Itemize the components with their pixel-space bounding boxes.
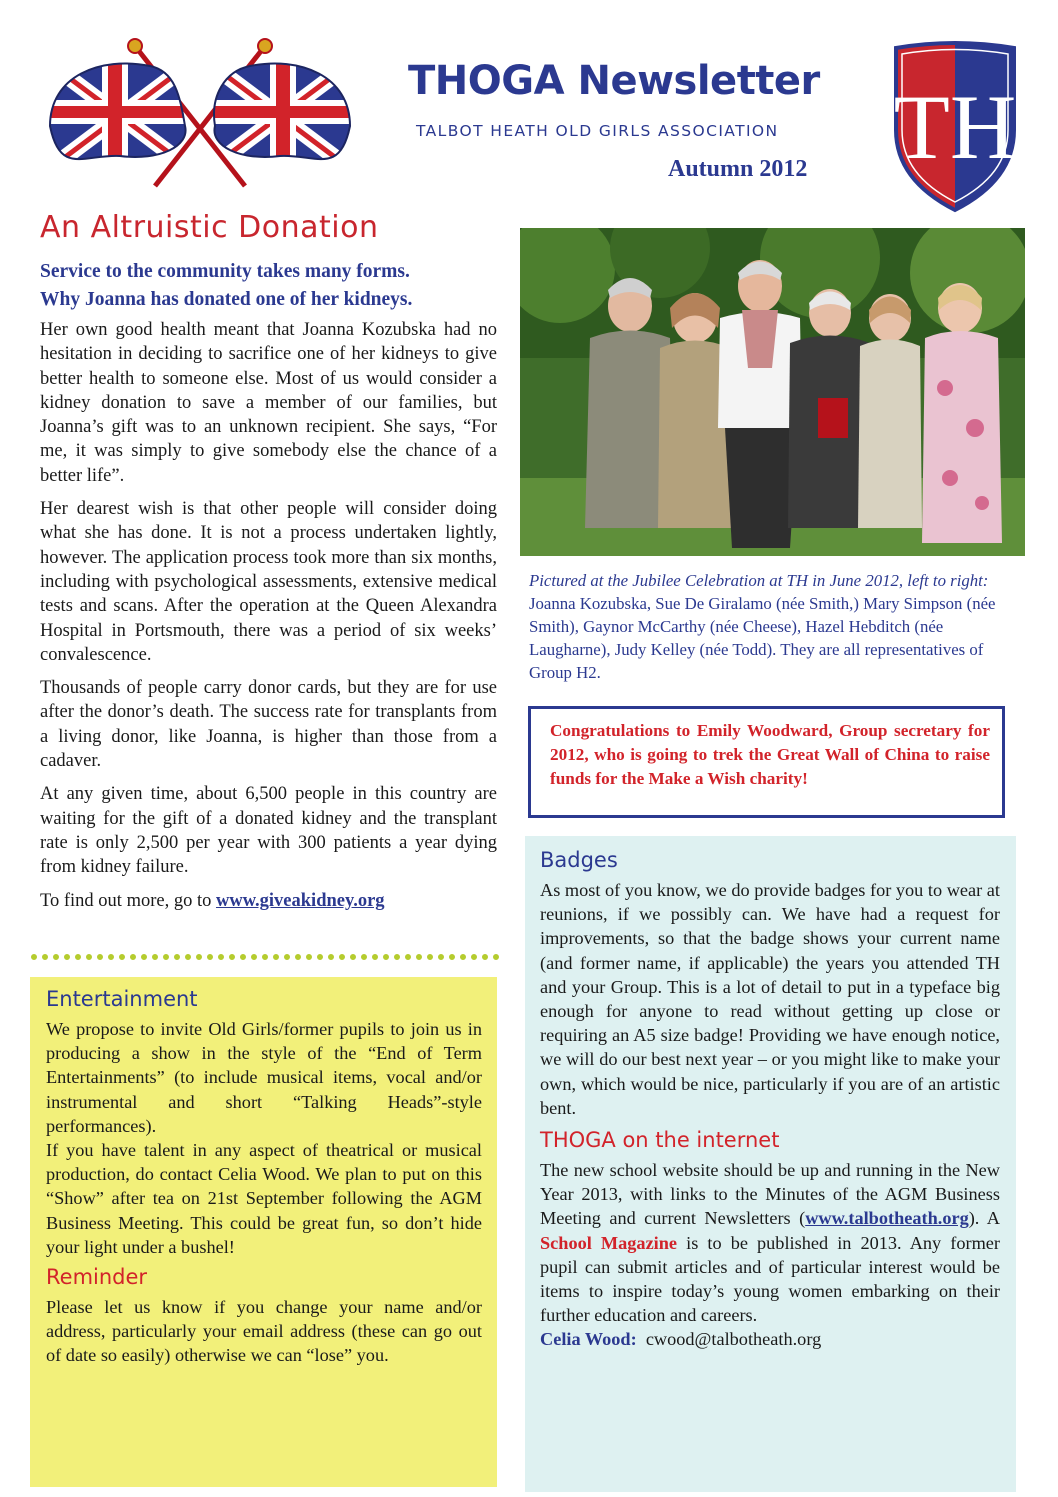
badges-paragraph: As most of you know, we do provide badges for you to wear at reunions, if we possibly can. We have had a request for improvements, so that the badge shows your current name (and former name, if applicable) the years you attended TH and your Group. This is a lot of detail to put in a typeface big enough for anyone to read without getting up close or requiring an A5 size badge! Providing we have enough notice, we will do our best next year – or you might like to make your own, which would be nice, particularly if you are of an artistic bent. [540, 880, 1000, 1118]
article-heading: An Altruistic Donation [40, 210, 379, 245]
entertainment-paragraph: We propose to invite Old Girls/former pupils to join us in producing a show in the style of the “End of Term Entertainments” (to include musical items, vocal and/or instrumental and short “Talking Heads”-style performances). [46, 1019, 482, 1136]
dotted-divider [30, 949, 502, 965]
group-photo [520, 228, 1025, 556]
article-paragraph: At any given time, about 6,500 people in this country are waiting for the gift of a donated kidney and the transplant rate is only 2,500 per year with 300 patients a year dying from kidney failure. [40, 784, 497, 878]
crest-letters: TH [893, 76, 1017, 178]
association-name: TALBOT HEATH OLD GIRLS ASSOCIATION [416, 122, 779, 140]
article-paragraph: Thousands of people carry donor cards, but they are for use after the donor’s death. The success rate for transplants from a living donor, like Joanna, is higher than those from a cadaver. [40, 678, 497, 772]
school-magazine: School Magazine [540, 1232, 678, 1253]
reminder-paragraph: Please let us know if you change your name and/or address, particularly your email address (these can go out of date so easily) otherwise we can “lose” you. [46, 1297, 482, 1366]
contact-line [540, 1327, 1000, 1351]
congratulations-box: Congratulations to Emily Woodward, Group secretary for 2012, who is going to trek the Great Wall of China to raise funds for the Make a Wish charity! [528, 706, 1005, 818]
entertainment-box [30, 977, 497, 1487]
giveakidney-link[interactable]: www.giveakidney.org [215, 890, 385, 911]
standfirst-line-2: Why Joanna has donated one of her kidneys. [40, 289, 413, 310]
internet-paragraph: The new school website should be up and running in the New Year 2013, with links to the Minutes of the AGM Business Meeting and current Newsletters (www.talbotheath.org). A School Magazine is to be published in 2013. Any former pupil can submit articles and of particular interest would be items to inspire today’s young women embarking on their further education and careers. [540, 1160, 1001, 1326]
crossed-flags-icon [40, 36, 360, 196]
contact-name: Celia Wood: [540, 1329, 637, 1350]
badges-box [525, 836, 1016, 1492]
issue-date: Autumn 2012 [668, 156, 808, 182]
contact-email[interactable]: cwood@talbotheath.org [645, 1329, 822, 1350]
article-body [40, 318, 497, 922]
internet-heading: THOGA on the internet [540, 1128, 780, 1153]
entertainment-heading: Entertainment [46, 987, 198, 1011]
photo-caption [529, 569, 1009, 684]
article-paragraph: Her own good health meant that Joanna Kozubska had no hesitation in deciding to sacrifice one of her kidneys to give better health to someone else. Most of us would consider a kidney donation to save a member of our families, but Joanna’s gift was to an unknown recipient. She says, “For me, it was simply to give somebody else the chance of a better life”. [40, 320, 497, 486]
article-standfirst [40, 258, 510, 314]
caption-lead: Pictured at the Jubilee Celebration at TH in June 2012, left to right: [529, 571, 989, 590]
article-paragraph-link: To find out more, go to www.giveakidney.org [40, 890, 385, 911]
newsletter-title: THOGA Newsletter [408, 58, 820, 104]
article-paragraph: Her dearest wish is that other people will consider doing what she has done. It is not a process undertaken lightly, however. The application process took more than six months, including with psychological assessments, extensive medical tests and scans. After the operation at the Queen Alexandra Hospital in Portsmouth, there was a period of six weeks’ convalescence. [40, 499, 497, 665]
reminder-heading: Reminder [46, 1265, 148, 1290]
standfirst-line-1: Service to the community takes many forms. [40, 261, 410, 282]
badges-heading: Badges [540, 848, 618, 872]
caption-names: Joanna Kozubska, Sue De Giralamo (née Smith,) Mary Simpson (née Smith), Gaynor McCarthy (née Cheese), Hazel Hebditch (née Laugharne), Judy Kelley (née Todd). They are all representatives of Group H2. [529, 594, 996, 682]
talbotheath-link[interactable]: www.talbotheath.org [805, 1208, 969, 1229]
entertainment-paragraph: If you have talent in any aspect of theatrical or musical production, do contact Celia Wood. We plan to put on this “Show” after tea on 21st September following the AGM Business Meeting. This could be great fun, so don’t hide your light under a bushel! [46, 1140, 482, 1257]
school-crest-icon [890, 40, 1020, 215]
